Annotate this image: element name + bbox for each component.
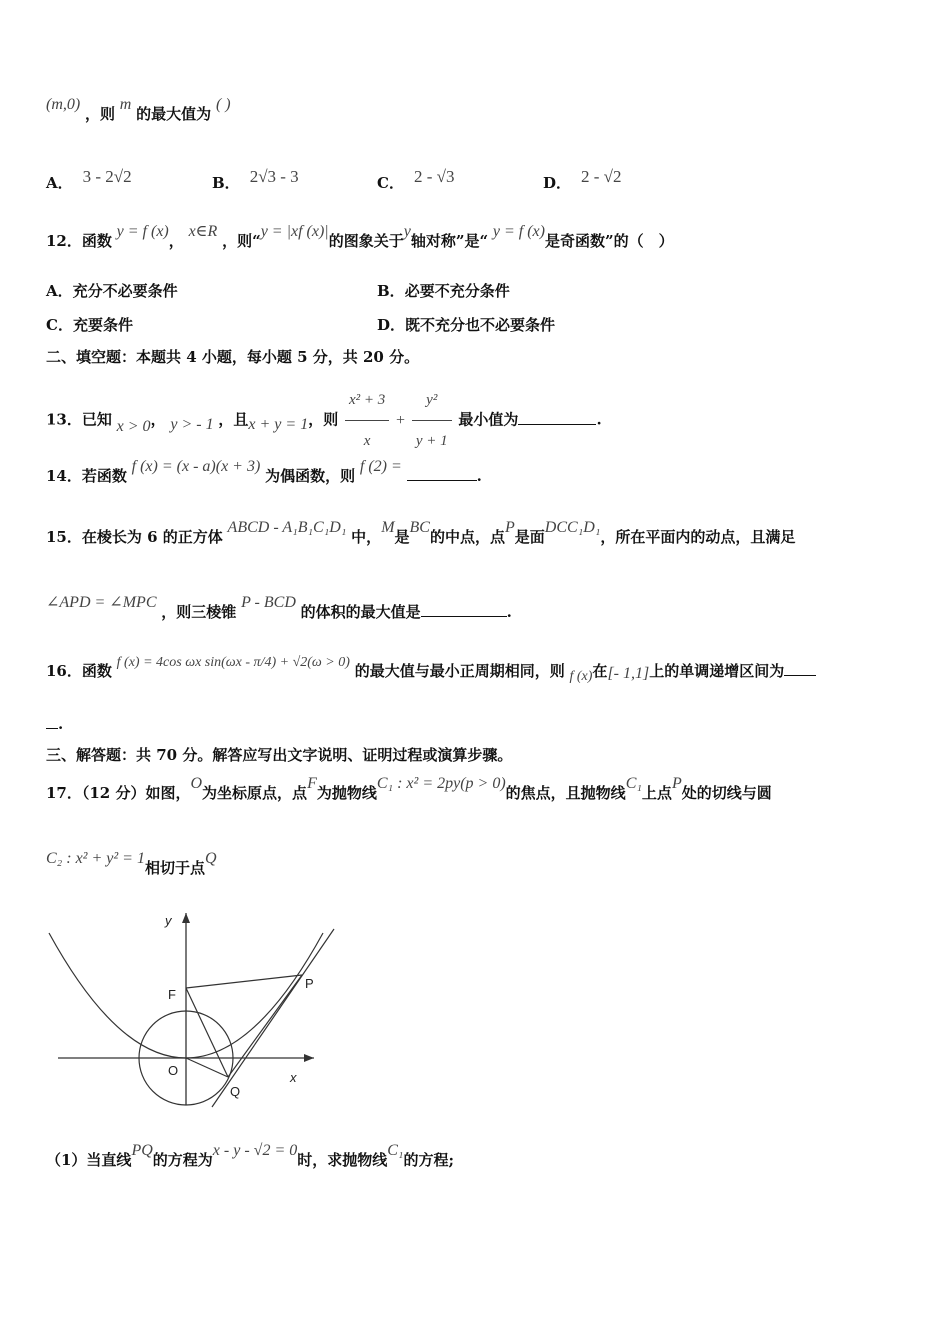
segment-pq (228, 975, 302, 1077)
question-14: 14．若函数 f (x) = (x - a)(x + 3) 为偶函数，则 f (2) = . (46, 458, 482, 485)
question-12: 12．函数 y = f (x)， x∈R ，则“y = |xf (x)|的图象关于y轴对称”是“ y = f (x)是奇函数”的（ ） (46, 223, 674, 250)
question-16-line-1: 16．函数 f (x) = 4cos ωx sin(ωx - π/4) + √2(ω > 0) 的最大值与最小正周期相同，则 f (x)在[- 1,1]上的单调递增区间为 (46, 661, 816, 683)
question-16-line-2: . (46, 714, 63, 734)
q11-option-c: C． 2 - √3 (377, 167, 455, 192)
answer-blank-16[interactable] (784, 661, 816, 676)
label-o: O (168, 1063, 179, 1078)
section-3-heading: 三、解答题：共 70 分。解答应写出文字说明、证明过程或演算步骤。 (46, 746, 513, 764)
q11-var: m (119, 96, 132, 113)
segment-oq (186, 1058, 228, 1077)
tangent-line (212, 929, 334, 1107)
q12-option-a: A．充分不必要条件 (46, 282, 178, 300)
label-x: x (290, 1070, 297, 1085)
label-y: y (165, 913, 172, 928)
segment-fq (186, 988, 228, 1077)
fraction-1: $\frac{\text{x² + 3}}{x}$ (345, 380, 389, 461)
q11-option-a: A． 3 - 2√2 (46, 167, 132, 192)
answer-blank-16-cont[interactable] (46, 714, 58, 729)
label-p: P (305, 976, 314, 991)
q11-text2: 的最大值为 (136, 105, 212, 123)
parabola-circle-figure (46, 905, 346, 1115)
question-13: 13．已知 x > 0， y > - 1 ，且x + y = 1，则 $\frac{\text{x² + 3}}{x}$ + $\frac{\text{y²}}{y + 1}$ 最小值为 . (46, 380, 602, 461)
q12-option-c: C．充要条件 (46, 316, 133, 334)
answer-blank-14[interactable] (407, 466, 477, 481)
q11-tail (46, 96, 231, 125)
q11-option-d: D． 2 - √2 (543, 167, 622, 192)
q11-point: (m,0) (46, 96, 81, 113)
q12-option-d: D．既不充分也不必要条件 (377, 316, 556, 334)
x-axis-arrow-icon (304, 1054, 314, 1062)
label-q: Q (230, 1084, 241, 1099)
q11-option-b: B． 2√3 - 3 (212, 167, 299, 192)
q12-option-b: B．必要不充分条件 (377, 282, 510, 300)
y-axis-arrow-icon (182, 913, 190, 923)
question-17-part-1: （1）当直线PQ的方程为x - y - √2 = 0时，求抛物线C₁的方程; (46, 1142, 455, 1169)
question-17-line-2: C₂ : x² + y² = 1相切于点Q (46, 850, 217, 877)
answer-blank-15[interactable] (421, 602, 507, 617)
segment-fp (186, 975, 302, 988)
answer-blank-13[interactable] (518, 410, 596, 425)
label-f: F (168, 987, 176, 1002)
section-2-heading: 二、填空题：本题共 4 小题，每小题 5 分，共 20 分。 (46, 348, 420, 366)
fraction-2: $\frac{\text{y²}}{y + 1}$ (412, 380, 452, 461)
question-17-line-1: 17．（12 分）如图，O为坐标原点，点F为抛物线C₁ : x² = 2py(p > 0)的焦点，且抛物线C₁上点P处的切线与圆 (46, 775, 772, 802)
question-15-line-2: ∠APD = ∠MPC ，则三棱锥 P - BCD 的体积的最大值是 . (46, 594, 512, 621)
q11-text: ，则 (85, 105, 116, 123)
question-15-line-1: 15．在棱长为 6 的正方体 ABCD - A₁B₁C₁D₁ 中，M是BC的中点，点P是面DCC₁D₁，所在平面内的动点，且满足 (46, 519, 796, 546)
q11-paren: ( ) (215, 96, 231, 113)
